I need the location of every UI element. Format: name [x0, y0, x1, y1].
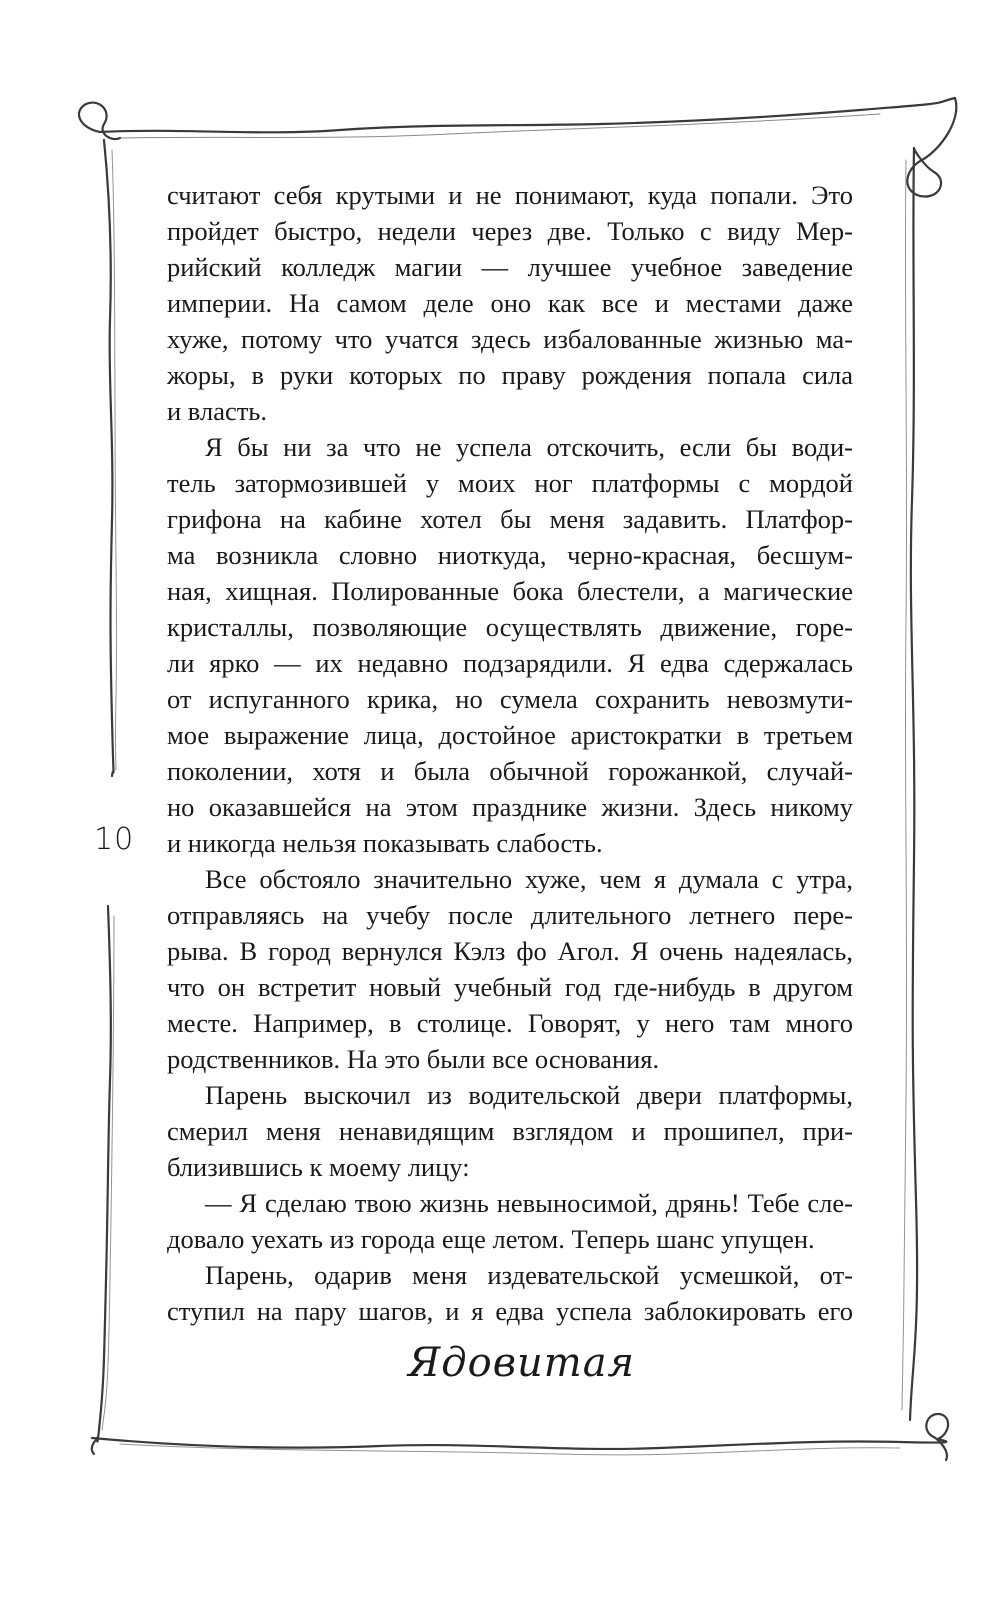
- running-title: Ядовитая: [408, 1340, 636, 1386]
- text-line: ли ярко — их недавно подзарядили. Я едва сдержалась: [167, 648, 853, 678]
- text-line: отправляясь на учебу после длительного летнего пере-: [167, 900, 853, 930]
- text-line: мое выражение лица, достойное аристократки в третьем: [167, 720, 853, 750]
- text-line: жоры, в руки которых по праву рождения попала сила: [167, 360, 853, 390]
- text-line: тель затормозившей у моих ног платформы с мордой: [167, 468, 853, 498]
- text-line: грифона на кабине хотел бы меня задавить. Платфор-: [167, 504, 853, 534]
- text-line: но оказавшейся на этом празднике жизни. Здесь никому: [167, 792, 853, 822]
- text-line: пройдет быстро, недели через две. Только с виду Мер-: [167, 216, 853, 246]
- body-text: [167, 177, 853, 1329]
- text-line: от испуганного крика, но сумела сохранить невозмути-: [167, 684, 853, 714]
- text-line: — Я сделаю твою жизнь невыносимой, дрянь! Тебе сле-: [205, 1188, 853, 1218]
- page-number: 10: [94, 822, 135, 857]
- text-line: и никогда нельзя показывать слабость.: [167, 828, 603, 858]
- text-line: родственников. На это были все основания.: [167, 1044, 660, 1074]
- text-line: рийский колледж магии — лучшее учебное заведение: [167, 252, 853, 282]
- text-line: империи. На самом деле оно как все и местами даже: [167, 288, 853, 318]
- text-line: считают себя крутыми и не понимают, куда попали. Это: [167, 180, 853, 210]
- text-line: кристаллы, позволяющие осуществлять движение, горе-: [167, 612, 853, 642]
- text-line: и власть.: [167, 396, 268, 426]
- text-line: ма возникла словно ниоткуда, черно-красная, бесшум-: [167, 540, 853, 570]
- text-line: смерил меня ненавидящим взглядом и прошипел, при-: [167, 1116, 853, 1146]
- text-line: Все обстояло значительно хуже, чем я думала с утра,: [205, 864, 853, 894]
- text-line: что он встретит новый учебный год где-нибудь в другом: [167, 972, 853, 1002]
- text-line: Парень, одарив меня издевательской усмешкой, от-: [205, 1260, 853, 1290]
- text-line: ная, хищная. Полированные бока блестели, а магические: [167, 576, 853, 606]
- text-line: Я бы ни за что не успела отскочить, если бы води-: [205, 432, 853, 462]
- text-line: ступил на пару шагов, и я едва успела заблокировать его: [167, 1296, 853, 1326]
- text-line: Парень выскочил из водительской двери платформы,: [205, 1080, 853, 1110]
- text-line: хуже, потому что учатся здесь избалованные жизнью ма-: [167, 324, 853, 354]
- text-line: довало уехать из города еще летом. Теперь шанс упущен.: [167, 1224, 815, 1254]
- text-line: поколении, хотя и была обычной горожанкой, случай-: [167, 756, 853, 786]
- text-line: близившись к моему лицу:: [167, 1152, 470, 1182]
- text-line: месте. Например, в столице. Говорят, у него там много: [167, 1008, 853, 1038]
- text-line: рыва. В город вернулся Кэлз фо Агол. Я очень надеялась,: [167, 936, 853, 966]
